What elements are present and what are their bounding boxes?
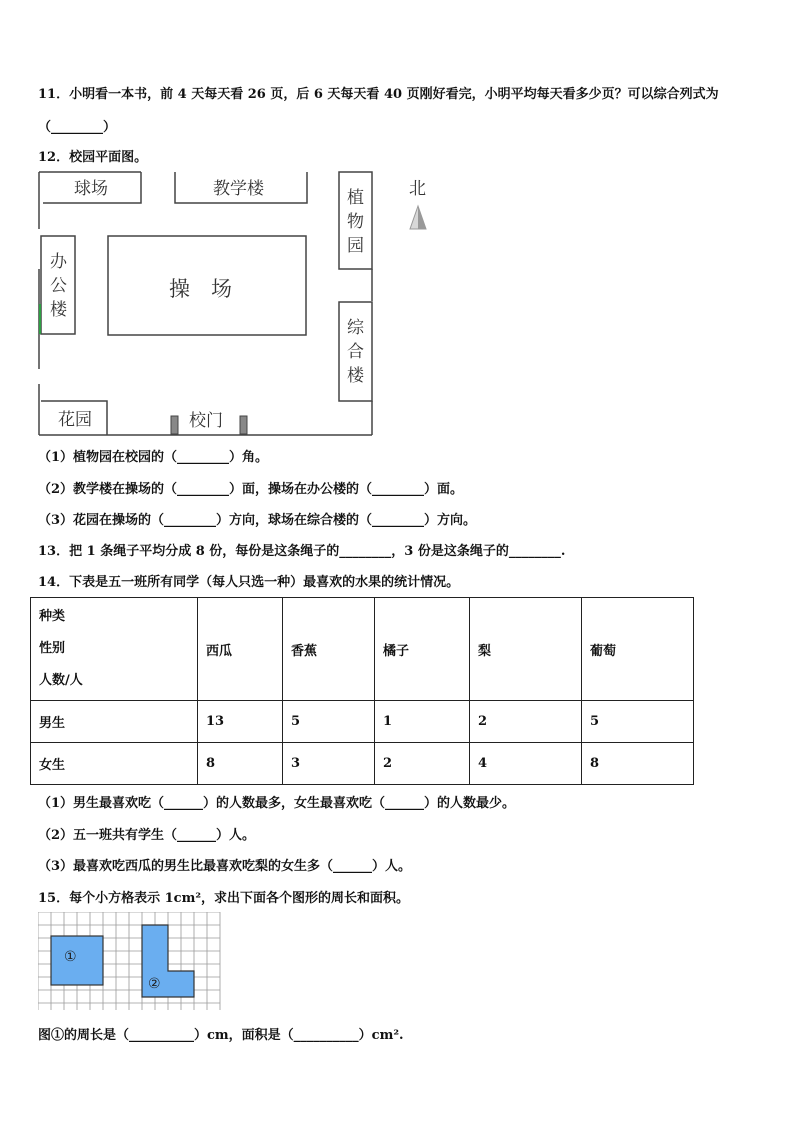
svg-text:合: 合 <box>347 342 364 362</box>
svg-text:植: 植 <box>347 188 364 208</box>
q12-sub2: （2）教学楼在操场的（________）面，操场在办公楼的（________）面。 <box>38 482 464 497</box>
header-gender-label: 性别 <box>39 641 66 656</box>
fruit-statistics-table <box>30 597 694 785</box>
q11-answer-blank[interactable]: （________） <box>38 120 117 135</box>
svg-text:综: 综 <box>347 318 364 338</box>
map-north-label: 北 <box>409 179 426 199</box>
q14-sub2: （2）五一班共有学生（______）人。 <box>38 828 256 843</box>
svg-text:园: 园 <box>347 236 364 256</box>
header-count-label: 人数/人 <box>39 673 83 688</box>
table-row <box>31 701 694 743</box>
map-teaching-building-label: 教学楼 <box>213 179 264 199</box>
fruit-header-cell: 西瓜 <box>198 598 283 701</box>
table-header-row <box>31 598 694 701</box>
fruit-header-cell: 梨 <box>470 598 582 701</box>
q14-sub1: （1）男生最喜欢吃（______）的人数最多，女生最喜欢吃（______）的人数最少。 <box>38 796 516 811</box>
table-cell: 8 <box>582 743 694 785</box>
q15-title: 15．每个小方格表示 1cm²，求出下面各个图形的周长和面积。 <box>38 891 410 906</box>
shape-1-label: ① <box>64 949 77 965</box>
svg-text:物: 物 <box>347 212 364 232</box>
fruit-header-cell: 香蕉 <box>283 598 375 701</box>
table-cell: 5 <box>582 701 694 743</box>
q14-sub3: （3）最喜欢吃西瓜的男生比最喜欢吃梨的女生多（______）人。 <box>38 859 412 874</box>
q13-text: 13．把 1 条绳子平均分成 8 份，每份是这条绳子的________，3 份是这条绳子的________. <box>38 544 566 559</box>
svg-text:楼: 楼 <box>347 366 364 386</box>
shape-2-label: ② <box>148 976 161 992</box>
q11-text: 11．小明看一本书，前 4 天每天看 26 页，后 6 天每天看 40 页刚好看完，小明平均每天看多少页？可以综合列式为 <box>38 87 719 102</box>
grid-figure <box>38 912 222 1012</box>
table-corner-header <box>31 598 198 701</box>
map-botanical-garden-label <box>347 188 364 256</box>
shape-1-square <box>51 936 103 985</box>
table-cell: 2 <box>470 701 582 743</box>
table-cell: 5 <box>283 701 375 743</box>
map-complex-building-label <box>347 318 365 386</box>
map-office-building-label <box>50 252 68 320</box>
table-cell: 4 <box>470 743 582 785</box>
svg-text:楼: 楼 <box>50 300 67 320</box>
gate-post-right <box>240 416 247 434</box>
map-school-gate-label: 校门 <box>189 411 223 431</box>
table-cell: 3 <box>283 743 375 785</box>
q14-title: 14．下表是五一班所有同学（每人只选一种）最喜欢的水果的统计情况。 <box>38 575 460 590</box>
table-cell: 8 <box>198 743 283 785</box>
map-garden-label: 花园 <box>58 410 92 430</box>
map-playground-label: 操 场 <box>169 277 232 301</box>
svg-text:公: 公 <box>50 276 67 296</box>
row-label-cell: 女生 <box>31 743 198 785</box>
table-cell: 1 <box>375 701 470 743</box>
fruit-header-cell: 葡萄 <box>582 598 694 701</box>
header-category-label: 种类 <box>39 609 66 624</box>
svg-text:办: 办 <box>50 252 67 272</box>
table-cell: 2 <box>375 743 470 785</box>
gate-post-left <box>171 416 178 434</box>
table-row <box>31 743 694 785</box>
north-arrow-icon <box>410 206 426 229</box>
q12-sub1: （1）植物园在校园的（________）角。 <box>38 450 269 465</box>
q12-sub3: （3）花园在操场的（________）方向，球场在综合楼的（________）方向。 <box>38 513 477 528</box>
map-ball-field-label: 球场 <box>74 179 108 199</box>
table-cell: 13 <box>198 701 283 743</box>
q12-title: 12．校园平面图。 <box>38 150 148 165</box>
campus-map <box>37 169 435 439</box>
q15-answer-line: 图①的周长是（__________）cm，面积是（__________）cm². <box>38 1028 404 1043</box>
fruit-header-cell: 橘子 <box>375 598 470 701</box>
row-label-cell: 男生 <box>31 701 198 743</box>
